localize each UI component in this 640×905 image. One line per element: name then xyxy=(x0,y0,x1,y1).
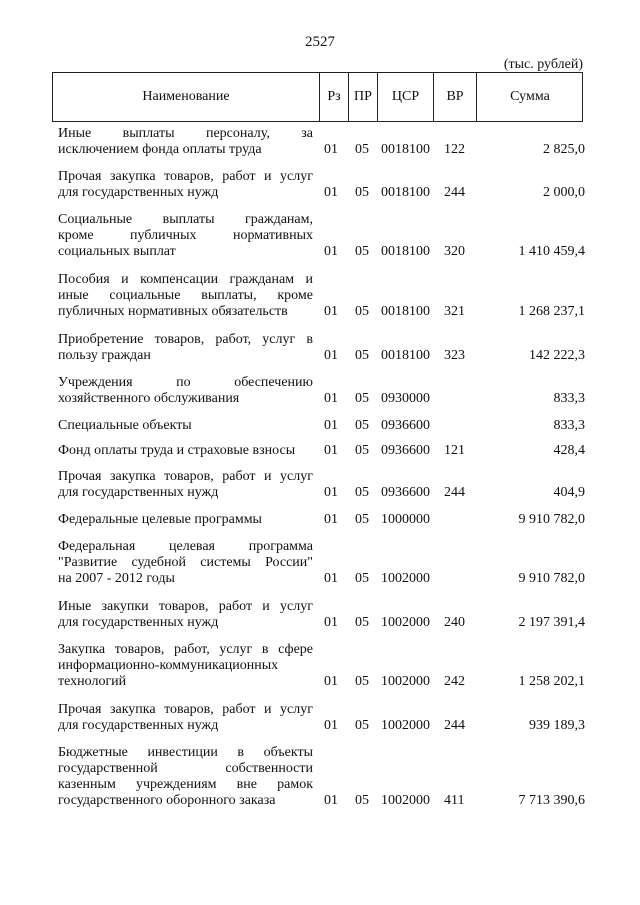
row-name-line: кроме публичных нормативных xyxy=(58,228,313,243)
row-sum: 7 713 390,6 xyxy=(518,793,585,808)
row-csr: 0930000 xyxy=(381,391,430,406)
row-csr: 1002000 xyxy=(381,793,430,808)
header-rz: Рз xyxy=(327,89,341,104)
table-row xyxy=(58,418,585,434)
header-csr: ЦСР xyxy=(391,89,420,104)
row-name-line: Социальные выплаты гражданам, xyxy=(58,212,313,227)
row-sum: 1 258 202,1 xyxy=(518,674,585,689)
row-name-line: Учреждения по обеспечению xyxy=(58,375,313,390)
row-name xyxy=(58,512,313,528)
table-row xyxy=(58,702,585,734)
table-header xyxy=(52,72,583,122)
row-pr: 05 xyxy=(355,485,369,500)
units-label: (тыс. рублей) xyxy=(503,57,583,72)
row-name xyxy=(58,169,313,201)
row-vr: 244 xyxy=(444,185,465,200)
row-csr: 1002000 xyxy=(381,571,430,586)
row-name-line: казенным учреждениям вне рамок xyxy=(58,777,313,792)
row-name-line: государственного оборонного заказа xyxy=(58,793,276,808)
row-name xyxy=(58,539,313,587)
row-name-line: для государственных нужд xyxy=(58,615,219,630)
row-sum: 428,4 xyxy=(553,443,585,458)
row-rz: 01 xyxy=(324,391,338,406)
row-csr: 0018100 xyxy=(381,304,430,319)
row-name-line: государственной собственности xyxy=(58,761,313,776)
table-row xyxy=(58,375,585,407)
row-vr: 321 xyxy=(444,304,465,319)
row-name-line: информационно-коммуникационных xyxy=(58,658,279,673)
row-name-line: для государственных нужд xyxy=(58,718,219,733)
row-name-line: Бюджетные инвестиции в объекты xyxy=(58,745,313,760)
row-sum: 404,9 xyxy=(553,485,585,500)
table-row xyxy=(58,642,585,690)
row-vr: 320 xyxy=(444,244,465,259)
row-vr: 240 xyxy=(444,615,465,630)
row-pr: 05 xyxy=(355,304,369,319)
row-name-line: исключением фонда оплаты труда xyxy=(58,142,262,157)
row-name-line: для государственных нужд xyxy=(58,485,219,500)
row-csr: 0936600 xyxy=(381,485,430,500)
row-sum: 1 268 237,1 xyxy=(518,304,585,319)
row-name xyxy=(58,212,313,260)
row-name-line: Пособия и компенсации гражданам и xyxy=(58,272,313,287)
row-name-line: Закупка товаров, работ, услуг в сфере xyxy=(58,642,313,657)
row-pr: 05 xyxy=(355,615,369,630)
row-vr: 242 xyxy=(444,674,465,689)
row-vr: 122 xyxy=(444,142,465,157)
row-rz: 01 xyxy=(324,571,338,586)
row-name-line: Специальные объекты xyxy=(58,418,192,433)
row-csr: 1002000 xyxy=(381,718,430,733)
row-csr: 0936600 xyxy=(381,443,430,458)
row-name-line: технологий xyxy=(58,674,127,689)
row-rz: 01 xyxy=(324,304,338,319)
row-sum: 2 197 391,4 xyxy=(518,615,585,630)
row-rz: 01 xyxy=(324,443,338,458)
row-rz: 01 xyxy=(324,244,338,259)
row-name-line: Федеральные целевые программы xyxy=(58,512,262,527)
row-name-line: на 2007 - 2012 годы xyxy=(58,571,175,586)
row-vr: 411 xyxy=(444,793,465,808)
row-name-line: Иные закупки товаров, работ и услуг xyxy=(58,599,313,614)
row-name xyxy=(58,599,313,631)
row-pr: 05 xyxy=(355,185,369,200)
row-rz: 01 xyxy=(324,142,338,157)
row-name-line: Прочая закупка товаров, работ и услуг xyxy=(58,469,313,484)
row-vr: 323 xyxy=(444,348,465,363)
row-pr: 05 xyxy=(355,391,369,406)
row-name-line: Прочая закупка товаров, работ и услуг xyxy=(58,702,313,717)
table-row xyxy=(58,272,585,320)
row-name-line: пользу граждан xyxy=(58,348,151,363)
row-name-line: иные социальные выплаты, кроме xyxy=(58,288,313,303)
row-sum: 9 910 782,0 xyxy=(518,571,585,586)
table-row xyxy=(58,443,585,459)
row-name xyxy=(58,126,313,158)
row-sum: 2 825,0 xyxy=(543,142,585,157)
table-row xyxy=(58,512,585,528)
header-vr: ВР xyxy=(446,89,464,104)
row-csr: 0018100 xyxy=(381,185,430,200)
table-row xyxy=(58,126,585,158)
row-pr: 05 xyxy=(355,142,369,157)
row-name-line: публичных нормативных обязательств xyxy=(58,304,288,319)
row-name xyxy=(58,702,313,734)
table-row xyxy=(58,745,585,809)
row-name-line: Приобретение товаров, работ, услуг в xyxy=(58,332,313,347)
header-pr: ПР xyxy=(354,89,372,104)
row-rz: 01 xyxy=(324,793,338,808)
row-sum: 9 910 782,0 xyxy=(518,512,585,527)
page-number: 2527 xyxy=(305,34,335,50)
row-sum: 939 189,3 xyxy=(529,718,585,733)
row-rz: 01 xyxy=(324,615,338,630)
row-csr: 1002000 xyxy=(381,615,430,630)
row-vr: 244 xyxy=(444,485,465,500)
row-name-line: для государственных нужд xyxy=(58,185,219,200)
row-csr: 0018100 xyxy=(381,142,430,157)
row-name xyxy=(58,418,313,434)
row-sum: 833,3 xyxy=(553,391,585,406)
table-row xyxy=(58,599,585,631)
row-rz: 01 xyxy=(324,718,338,733)
row-csr: 1002000 xyxy=(381,674,430,689)
table-row xyxy=(58,169,585,201)
header-sum: Сумма xyxy=(510,89,550,104)
row-rz: 01 xyxy=(324,418,338,433)
row-pr: 05 xyxy=(355,443,369,458)
row-pr: 05 xyxy=(355,571,369,586)
row-vr: 121 xyxy=(444,443,465,458)
row-name-line: Фонд оплаты труда и страховые взносы xyxy=(58,443,296,458)
row-pr: 05 xyxy=(355,718,369,733)
row-sum: 833,3 xyxy=(553,418,585,433)
row-rz: 01 xyxy=(324,185,338,200)
row-name xyxy=(58,332,313,364)
table-row xyxy=(58,212,585,260)
row-name-line: хозяйственного обслуживания xyxy=(58,391,240,406)
row-name xyxy=(58,443,313,459)
row-pr: 05 xyxy=(355,512,369,527)
row-name-line: "Развитие судебной системы России" xyxy=(58,555,313,570)
row-name-line: социальных выплат xyxy=(58,244,176,259)
table-row xyxy=(58,332,585,364)
row-rz: 01 xyxy=(324,512,338,527)
row-csr: 0936600 xyxy=(381,418,430,433)
row-name-line: Иные выплаты персоналу, за xyxy=(58,126,313,141)
row-vr: 244 xyxy=(444,718,465,733)
row-name-line: Прочая закупка товаров, работ и услуг xyxy=(58,169,313,184)
row-name xyxy=(58,745,313,809)
row-sum: 2 000,0 xyxy=(543,185,585,200)
row-pr: 05 xyxy=(355,674,369,689)
row-csr: 0018100 xyxy=(381,348,430,363)
row-name xyxy=(58,642,313,690)
row-rz: 01 xyxy=(324,674,338,689)
row-name xyxy=(58,469,313,501)
row-sum: 142 222,3 xyxy=(529,348,585,363)
row-name-line: Федеральная целевая программа xyxy=(58,539,313,554)
row-name xyxy=(58,375,313,407)
row-rz: 01 xyxy=(324,485,338,500)
row-rz: 01 xyxy=(324,348,338,363)
row-pr: 05 xyxy=(355,418,369,433)
row-pr: 05 xyxy=(355,348,369,363)
row-sum: 1 410 459,4 xyxy=(518,244,585,259)
table-row xyxy=(58,469,585,501)
header-name: Наименование xyxy=(142,89,230,104)
row-name xyxy=(58,272,313,320)
table-row xyxy=(58,539,585,587)
row-pr: 05 xyxy=(355,793,369,808)
row-csr: 0018100 xyxy=(381,244,430,259)
row-pr: 05 xyxy=(355,244,369,259)
row-csr: 1000000 xyxy=(381,512,430,527)
